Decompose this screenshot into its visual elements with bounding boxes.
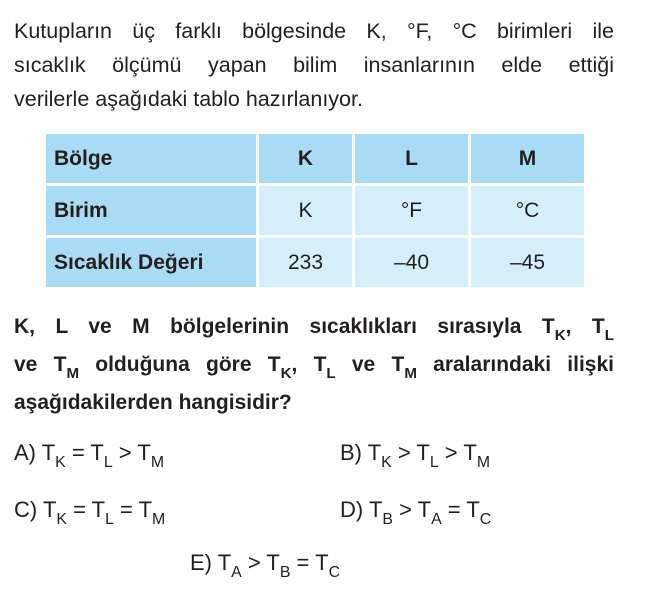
- option-b[interactable]: [340, 440, 491, 472]
- option-label: A): [14, 440, 36, 465]
- temperature-table: [43, 131, 587, 290]
- question-fragment: ve T: [14, 353, 67, 376]
- intro-paragraph: [14, 14, 614, 116]
- option-c[interactable]: [14, 497, 166, 529]
- option-operator: =: [66, 497, 92, 522]
- option-term: T: [41, 440, 56, 465]
- table-cell: 233: [259, 238, 352, 287]
- table-row-label: Sıcaklık Değeri: [46, 238, 256, 287]
- option-term: T: [416, 440, 430, 465]
- option-term: T: [367, 440, 382, 465]
- question-fragment: aralarındaki ilişki: [416, 353, 614, 376]
- option-operator: >: [391, 440, 417, 465]
- option-term: T: [42, 497, 57, 522]
- option-operator: >: [112, 440, 138, 465]
- subscript: M: [66, 364, 80, 382]
- subscript: L: [103, 454, 113, 472]
- option-a[interactable]: [14, 440, 165, 472]
- subscript: M: [404, 364, 417, 382]
- intro-line: Kutupların üç farklı bölgesinde K, °F, °C birimleri ile: [14, 19, 614, 43]
- subscript: M: [152, 511, 166, 529]
- option-label: C): [14, 497, 38, 522]
- option-operator: =: [65, 440, 91, 465]
- subscript: L: [326, 364, 336, 382]
- option-operator: =: [113, 497, 139, 522]
- option-label: B): [340, 440, 362, 465]
- option-term: T: [466, 497, 480, 522]
- subscript: K: [381, 454, 392, 472]
- table-header-cell: M: [471, 134, 584, 183]
- subscript: K: [55, 454, 66, 472]
- table-cell: °F: [355, 186, 468, 235]
- option-operator: =: [290, 550, 316, 575]
- subscript: L: [429, 454, 439, 472]
- subscript: L: [604, 326, 614, 344]
- subscript: B: [279, 564, 291, 582]
- option-label: E): [190, 550, 212, 575]
- subscript: A: [431, 511, 442, 529]
- option-d[interactable]: [340, 497, 492, 529]
- option-term: T: [463, 440, 477, 465]
- option-term: T: [90, 440, 104, 465]
- option-e[interactable]: [190, 550, 341, 582]
- option-term: T: [137, 440, 151, 465]
- subscript: M: [150, 454, 165, 472]
- subscript: A: [231, 564, 242, 582]
- option-term: T: [266, 550, 280, 575]
- question-line: [14, 346, 614, 384]
- table-cell: –45: [471, 238, 584, 287]
- table-row: [46, 186, 584, 235]
- question-text: [14, 308, 614, 422]
- subscript: K: [56, 511, 67, 529]
- option-term: T: [91, 497, 106, 522]
- option-term: T: [417, 497, 432, 522]
- table-header-cell: Bölge: [46, 134, 256, 183]
- table-cell: –40: [355, 238, 468, 287]
- option-operator: >: [438, 440, 464, 465]
- question-fragment: olduğuna göre T: [79, 353, 281, 376]
- subscript: B: [382, 511, 393, 529]
- subscript: M: [476, 454, 491, 472]
- option-term: T: [368, 497, 383, 522]
- table-row: [46, 238, 584, 287]
- table-row-label: Birim: [46, 186, 256, 235]
- option-operator: >: [392, 497, 418, 522]
- subscript: K: [554, 326, 566, 344]
- question-line: [14, 308, 614, 346]
- option-operator: =: [441, 497, 467, 522]
- intro-line: sıcaklık ölçümü yapan bilim insanlarının elde ettiği: [14, 53, 614, 77]
- question-fragment: , T: [291, 353, 327, 376]
- question-fragment: , T: [565, 315, 605, 338]
- option-operator: >: [241, 550, 267, 575]
- option-label: D): [340, 497, 364, 522]
- option-term: T: [138, 497, 153, 522]
- subscript: K: [280, 364, 292, 382]
- table-cell: K: [259, 186, 352, 235]
- table-header-cell: L: [355, 134, 468, 183]
- option-term: T: [315, 550, 329, 575]
- subscript: C: [479, 511, 492, 529]
- table-header-cell: K: [259, 134, 352, 183]
- question-fragment: K, L ve M bölgelerinin sıcaklıkları sırasıyla T: [14, 315, 555, 338]
- table-header-row: [46, 134, 584, 183]
- table-cell: °C: [471, 186, 584, 235]
- option-term: T: [217, 550, 232, 575]
- intro-line: verilerle aşağıdaki tablo hazırlanıyor.: [14, 87, 363, 111]
- subscript: L: [105, 511, 114, 529]
- question-line: aşağıdakilerden hangisidir?: [14, 391, 292, 414]
- subscript: C: [328, 564, 341, 582]
- question-fragment: ve T: [335, 353, 405, 376]
